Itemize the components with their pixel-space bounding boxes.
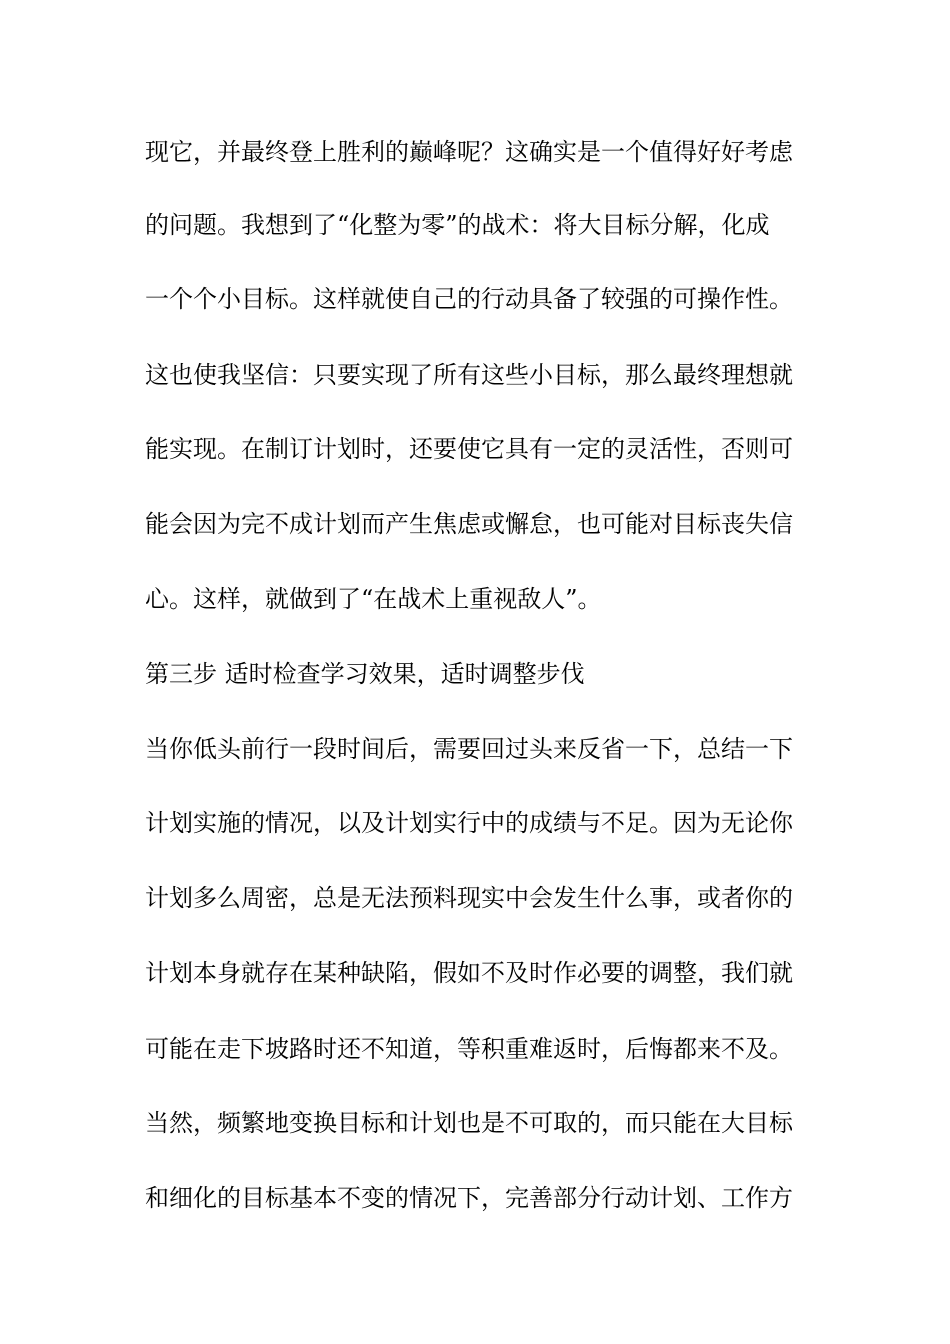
body-text-line: 一个个小目标。这样就使自己的行动具备了较强的可操作性。 [145,285,793,313]
body-text-line: 心。这样，就做到了“在战术上重视敌人”。 [145,585,602,613]
body-text-line: 这也使我坚信：只要实现了所有这些小目标，那么最终理想就 [145,361,793,389]
body-text-line: 计划多么周密，总是无法预料现实中会发生什么事，或者你的 [145,884,793,912]
body-text-line: 的问题。我想到了“化整为零”的战术：将大目标分解，化成 [145,211,770,239]
body-text-line: 计划实施的情况，以及计划实行中的成绩与不足。因为无论你 [145,809,793,837]
body-text-line: 当然，频繁地变换目标和计划也是不可取的，而只能在大目标 [145,1109,793,1137]
body-text-line: 和细化的目标基本不变的情况下，完善部分行动计划、工作方 [145,1184,793,1212]
body-text-line: 现它，并最终登上胜利的巅峰呢？这确实是一个值得好好考虑 [145,138,793,166]
body-text-line: 计划本身就存在某种缺陷，假如不及时作必要的调整，我们就 [145,959,793,987]
section-heading: 第三步 适时检查学习效果，适时调整步伐 [145,660,585,688]
body-text-line: 能实现。在制订计划时，还要使它具有一定的灵活性，否则可 [145,435,793,463]
body-text-line: 当你低头前行一段时间后，需要回过头来反省一下，总结一下 [145,735,793,763]
body-text-line: 能会因为完不成计划而产生焦虑或懈怠，也可能对目标丧失信 [145,510,793,538]
body-text-line: 可能在走下坡路时还不知道，等积重难返时，后悔都来不及。 [145,1035,793,1063]
